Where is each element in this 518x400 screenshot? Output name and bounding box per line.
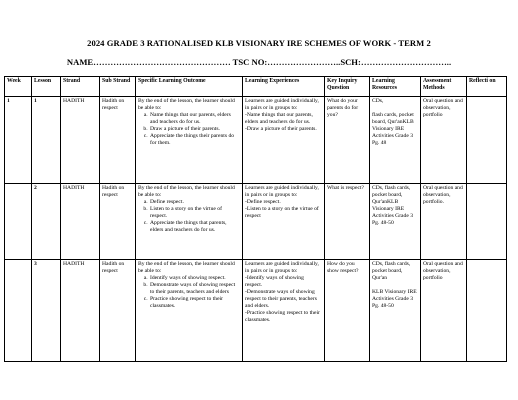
strand-cell: HADITH (61, 184, 100, 260)
inquiry-question-cell: What do your parents do for you? (325, 97, 370, 184)
experience-line: -Demonstrate ways of showing respect to their parents, teachers and elders. (245, 289, 317, 310)
reflection-cell (467, 260, 507, 362)
lesson-cell: 1 (32, 97, 61, 184)
column-header-specific-learning-outcome: Specific Learning Outcome (136, 77, 243, 97)
experience-line: -Identify ways of showing respect. (245, 275, 304, 289)
table-row (5, 260, 507, 362)
learning-resources-cell (370, 97, 421, 184)
column-header-learning-experiences: Learning Experiences (243, 77, 325, 97)
outcome-intro: By the end of the lesson, the learner should be able to: (138, 98, 235, 112)
learning-experiences-cell (243, 184, 325, 260)
outcome-item: c. Practice showing respect to their classmates. (149, 296, 240, 310)
sub-strand-cell: Hadith on respect (100, 97, 136, 184)
week-cell: 1 (5, 97, 32, 184)
column-header-lesson: Lesson (32, 77, 61, 97)
lesson-cell: 3 (32, 260, 61, 362)
reflection-cell (467, 97, 507, 184)
schemes-of-work-table (4, 76, 507, 362)
assessment-cell: Oral question and observation, portfolio (421, 260, 467, 362)
strand-cell: HADITH (61, 260, 100, 362)
outcome-item: a. Define respect. (149, 199, 240, 206)
outcome-list (138, 112, 240, 147)
experience-line: Learners are guided individually, in pairs or in groups to: (245, 185, 319, 199)
column-header-learning-resources: Learning Resources (370, 77, 421, 97)
table-header-row (5, 77, 507, 97)
name-tsc-school-line: NAME………………………………………… TSC NO:……………………..SCH:………………………….. (66, 57, 452, 67)
outcome-item: a. Identify ways of showing respect. (149, 275, 240, 282)
sub-strand-cell: Hadith on respect (100, 184, 136, 260)
experience-line: -Name things that our parents, elders and teachers do for us. (245, 112, 313, 126)
outcome-item: a. Name things that our parents, elders and teachers do for us. (149, 112, 240, 126)
learning-outcome-cell (136, 184, 243, 260)
experience-line: -Listen to a story on the virtue of respect (245, 206, 319, 220)
outcome-intro: By the end of the lesson, the learner should be able to: (138, 185, 235, 199)
experience-line: Learners are guided individually, in pairs or in groups to: (245, 98, 319, 112)
column-header-reflection: Reflecti on (467, 77, 507, 97)
column-header-strand: Strand (61, 77, 100, 97)
assessment-cell: Oral question and observation, portfolio (421, 97, 467, 184)
outcome-item: b. Listen to a story on the virtue of respect. (149, 206, 240, 220)
sub-strand-cell: Hadith on respect (100, 260, 136, 362)
resource-line: flash cards, pocket board, Qur'anKLB Visionary IRE Activities Grade 3 Pg. 48 (372, 112, 414, 147)
column-header-assessment-methods: Assessment Methods (421, 77, 467, 97)
resource-line: CDs, flash cards, pocket board, Qur'an (372, 261, 411, 282)
experience-line: -Define respect. (245, 199, 281, 206)
resource-line: CDs, flash cards, pocket board, Qur'anKLB Visionary IRE Activities Grade 3 Pg. 48-50 (372, 185, 414, 227)
outcome-item: b. Draw a picture of their parents. (149, 126, 240, 133)
inquiry-question-cell: How do you show respect? (325, 260, 370, 362)
assessment-cell: Oral question and observation, portfolio. (421, 184, 467, 260)
week-cell (5, 260, 32, 362)
resource-line (372, 282, 418, 289)
outcome-intro: By the end of the lesson, the learner should be able to: (138, 261, 235, 275)
column-header-key-inquiry-question: Key Inquiry Question (325, 77, 370, 97)
learning-outcome-cell (136, 260, 243, 362)
table-row (5, 184, 507, 260)
experience-line: -Practice showing respect to their classmates. (245, 310, 320, 324)
resource-line: CDs, (372, 98, 384, 104)
learning-resources-cell (370, 184, 421, 260)
outcome-item: c. Appreciate the things their parents do for them. (149, 133, 240, 147)
experience-line: -Draw a picture of their parents. (245, 126, 317, 133)
table-row (5, 97, 507, 184)
document-title: 2024 GRADE 3 RATIONALISED KLB VISIONARY IRE SCHEMES OF WORK - TERM 2 (87, 38, 431, 48)
outcome-item: b. Demonstrate ways of showing respect to their parents, teachers and elders (149, 282, 240, 296)
lesson-cell: 2 (32, 184, 61, 260)
outcome-list (138, 199, 240, 234)
outcome-item: c. Appreciate the things that parents, elders and teachers do for us. (149, 220, 240, 234)
experience-line: Learners are guided individually, in pairs or in groups to: (245, 261, 319, 275)
reflection-cell (467, 184, 507, 260)
resource-line: KLB Visionary IRE Activities Grade 3 Pg. 48-50 (372, 289, 417, 310)
column-header-week: Week (5, 77, 32, 97)
inquiry-question-cell: What is respect? (325, 184, 370, 260)
learning-outcome-cell (136, 97, 243, 184)
learning-resources-cell (370, 260, 421, 362)
week-cell (5, 184, 32, 260)
outcome-list (138, 275, 240, 310)
column-header-sub-strand: Sub Strand (100, 77, 136, 97)
learning-experiences-cell (243, 260, 325, 362)
strand-cell: HADITH (61, 97, 100, 184)
learning-experiences-cell (243, 97, 325, 184)
